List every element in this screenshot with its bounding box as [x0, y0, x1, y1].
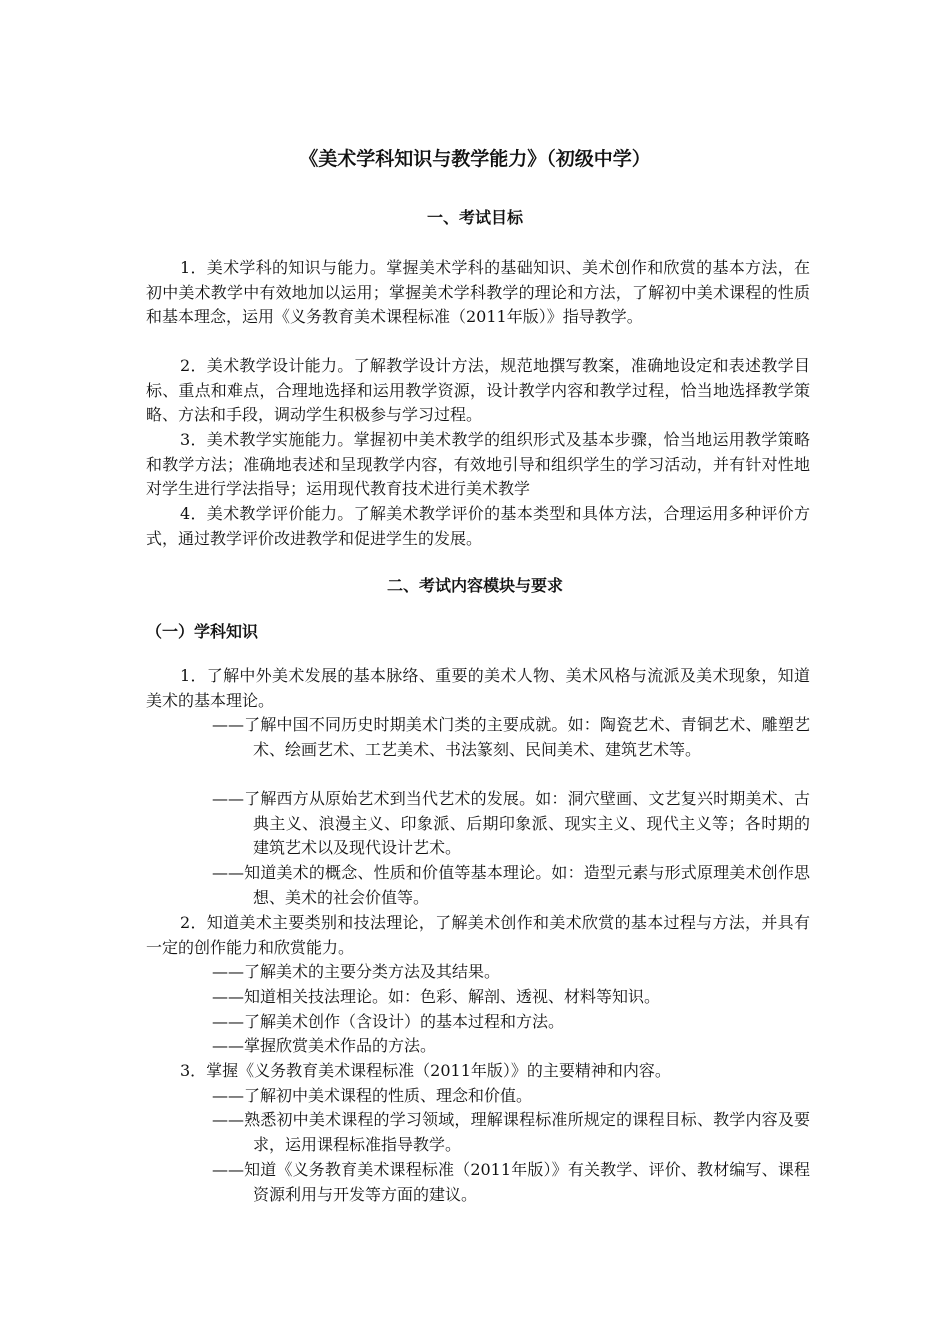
knowledge-item-1-point-1: ——了解中国不同历史时期美术门类的主要成就。如：陶瓷艺术、青铜艺术、雕塑艺术、绘画艺术、工艺美术、书法篆刻、民间美术、建筑艺术等。: [212, 715, 810, 759]
knowledge-item-2: 2．知道美术主要类别和技法理论，了解美术创作和美术欣赏的基本过程与方法，并具有一定的创作能力和欣赏能力。: [146, 913, 810, 957]
knowledge-item-3: 3．掌握《义务教育美术课程标准（2011年版）》的主要精神和内容。: [180, 1061, 671, 1080]
goal-paragraph-evaluation: 4．美术教学评价能力。了解美术教学评价的基本类型和具体方法，合理运用多种评价方式，通过教学评价改进教学和促进学生的发展。: [146, 504, 810, 548]
section-heading-content-modules: 二、考试内容模块与要求: [386, 576, 563, 595]
knowledge-item-1-point-2: ——了解西方从原始艺术到当代艺术的发展。如：洞穴壁画、文艺复兴时期美术、古典主义、浪漫主义、印象派、后期印象派、现实主义、现代主义等；各时期的建筑艺术以及现代设计艺术。: [212, 789, 810, 857]
goal-paragraph-implementation: 3．美术教学实施能力。掌握初中美术教学的组织形式及基本步骤，恰当地运用教学策略和教学方法；准确地表述和呈现教学内容，有效地引导和组织学生的学习活动，并有针对性地对学生进行学法指导；运用现代教育技术进行美术教学: [146, 430, 810, 498]
subheading-subject-knowledge: （一）学科知识: [146, 622, 259, 641]
knowledge-item-3-point-1: ——了解初中美术课程的性质、理念和价值。: [212, 1086, 533, 1105]
knowledge-item-2-point-1: ——了解美术的主要分类方法及其结果。: [212, 962, 501, 981]
knowledge-item-2-point-4: ——掌握欣赏美术作品的方法。: [212, 1036, 437, 1055]
knowledge-item-2-point-3: ——了解美术创作（含设计）的基本过程和方法。: [212, 1012, 565, 1031]
knowledge-item-1: 1．了解中外美术发展的基本脉络、重要的美术人物、美术风格与流派及美术现象，知道美术的基本理论。: [146, 666, 810, 710]
document-title: 《美术学科知识与教学能力》（初级中学）: [299, 148, 651, 170]
knowledge-item-1-point-3: ——知道美术的概念、性质和价值等基本理论。如：造型元素与形式原理美术创作思想、美术的社会价值等。: [212, 863, 810, 907]
section-heading-exam-goals: 一、考试目标: [426, 208, 523, 227]
goal-paragraph-knowledge: 1．美术学科的知识与能力。掌握美术学科的基础知识、美术创作和欣赏的基本方法，在初中美术教学中有效地加以运用；掌握美术学科教学的理论和方法，了解初中美术课程的性质和基本理念，运用《义务教育美术课程标准（2011年版）》指导教学。: [146, 258, 810, 326]
knowledge-item-3-point-3: ——知道《义务教育美术课程标准（2011年版）》有关教学、评价、教材编写、课程资源利用与开发等方面的建议。: [212, 1160, 810, 1204]
knowledge-item-3-point-2: ——熟悉初中美术课程的学习领域，理解课程标准所规定的课程目标、教学内容及要求，运用课程标准指导教学。: [212, 1110, 810, 1154]
knowledge-item-2-point-2: ——知道相关技法理论。如：色彩、解剖、透视、材料等知识。: [212, 987, 661, 1006]
goal-paragraph-design: 2．美术教学设计能力。了解教学设计方法，规范地撰写教案，准确地设定和表述教学目标、重点和难点，合理地选择和运用教学资源，设计教学内容和教学过程，恰当地选择教学策略、方法和手段，调动学生积极参与学习过程。: [146, 356, 810, 424]
